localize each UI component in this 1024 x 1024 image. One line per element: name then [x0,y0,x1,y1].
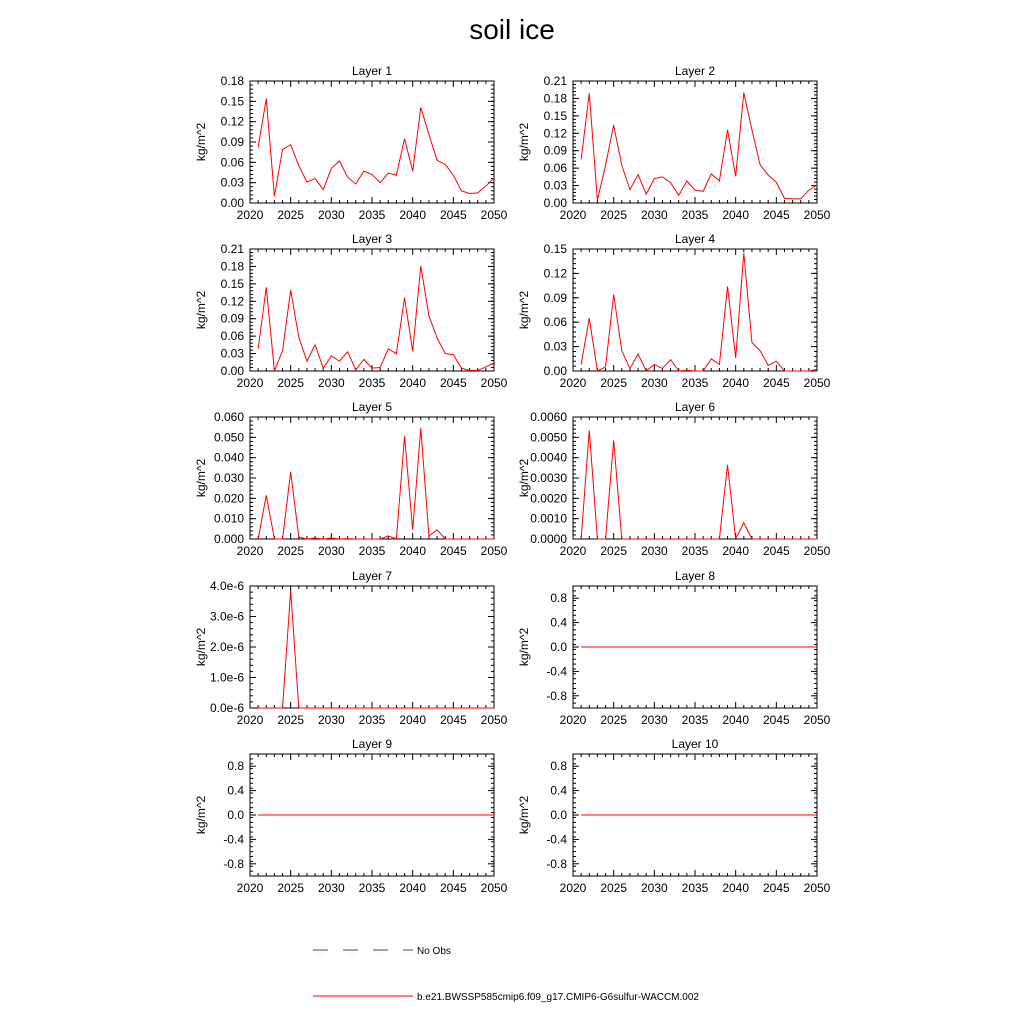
y-tick-label: 0.8 [227,759,244,774]
panel-title: Layer 2 [674,64,716,78]
x-tick-label: 2025 [600,376,628,390]
x-tick-label: 2050 [480,376,508,390]
x-tick-label: 2040 [399,376,427,390]
panel-title: Layer 3 [351,232,393,246]
x-tick-label: 2030 [317,208,345,222]
x-tick-label: 2020 [559,544,587,558]
x-tick-label: 2020 [559,713,587,727]
x-tick-label: 2035 [681,544,709,558]
x-tick-label: 2030 [317,713,345,727]
figure-title: soil ice [469,14,555,45]
y-tick-label: 0.18 [543,91,567,106]
y-axis-label: kg/m^2 [517,122,531,162]
x-tick-label: 2020 [559,208,587,222]
legend [313,946,699,1003]
x-tick-label: 2045 [439,713,467,727]
y-tick-label: 0.8 [550,591,567,606]
panel-layer-7 [194,569,508,727]
y-tick-label: 0.00 [220,196,244,210]
x-tick-label: 2045 [439,544,467,558]
x-tick-label: 2045 [439,376,467,390]
x-tick-label: 2020 [236,881,264,895]
x-tick-label: 2035 [681,376,709,390]
panel-title: Layer 7 [351,569,393,583]
y-tick-label: 0.040 [213,450,244,465]
panel-title: Layer 1 [351,64,393,78]
x-tick-label: 2040 [722,208,750,222]
series-line [258,266,494,371]
x-tick-label: 2025 [600,713,628,727]
x-tick-label: 2050 [803,376,831,390]
y-tick-label: 0.000 [213,532,244,546]
x-tick-label: 2045 [762,208,790,222]
x-tick-label: 2040 [722,544,750,558]
x-tick-label: 2025 [600,881,628,895]
x-tick-label: 2045 [762,713,790,727]
y-tick-label: 1.0e-6 [209,670,244,685]
x-tick-label: 2050 [480,544,508,558]
plot-frame [250,81,494,203]
x-tick-label: 2035 [358,544,386,558]
x-tick-label: 2030 [317,881,345,895]
y-tick-label: 0.0050 [530,430,567,445]
y-tick-label: -0.8 [223,856,244,871]
y-axis-label: kg/m^2 [517,458,531,498]
x-tick-label: 2050 [803,544,831,558]
x-tick-label: 2050 [480,881,508,895]
y-tick-label: 0.030 [213,471,244,485]
y-tick-label: 0.06 [543,161,567,176]
y-axis-label: kg/m^2 [194,122,208,162]
panel-layer-9 [194,737,508,895]
x-tick-label: 2035 [358,376,386,390]
y-tick-label: 0.0 [227,808,244,822]
x-tick-label: 2050 [803,713,831,727]
y-axis-label: kg/m^2 [517,627,531,667]
plot-frame [250,249,494,371]
y-tick-label: 0.0000 [530,532,567,546]
x-tick-label: 2030 [640,376,668,390]
y-tick-label: 0.00 [543,196,567,210]
y-tick-label: 0.12 [220,294,244,309]
panel-layer-4 [517,232,831,390]
x-tick-label: 2040 [722,713,750,727]
y-tick-label: 0.15 [220,94,244,109]
panel-layer-6 [517,400,831,558]
y-tick-label: 0.0040 [530,450,567,465]
x-tick-label: 2025 [277,544,305,558]
y-axis-label: kg/m^2 [194,290,208,330]
y-tick-label: 0.00 [543,364,567,378]
y-axis-label: kg/m^2 [194,795,208,835]
y-tick-label: 0.03 [220,175,244,190]
y-tick-label: 0.21 [220,242,244,256]
series-line [258,591,494,708]
series-line [258,99,494,197]
x-tick-label: 2035 [358,208,386,222]
panel-title: Layer 4 [674,232,716,246]
x-tick-label: 2045 [762,544,790,558]
x-tick-label: 2050 [480,713,508,727]
series-line [581,430,817,539]
legend-label-model: b.e21.BWSSP585cmip6.f09_g17.CMIP6-G6sulfur-WACCM.002 [417,992,699,1003]
y-axis-label: kg/m^2 [194,458,208,498]
x-tick-label: 2025 [600,208,628,222]
panel-title: Layer 10 [671,737,719,751]
panel-title: Layer 5 [351,400,393,414]
series-line [581,93,817,200]
x-tick-label: 2030 [640,544,668,558]
series-line [581,253,817,371]
y-tick-label: 4.0e-6 [209,579,244,593]
panel-title: Layer 8 [674,569,716,583]
x-tick-label: 2040 [399,208,427,222]
x-tick-label: 2045 [439,208,467,222]
y-tick-label: 0.0030 [530,471,567,485]
x-tick-label: 2020 [559,881,587,895]
x-tick-label: 2025 [277,713,305,727]
y-tick-label: 0.020 [213,491,244,506]
y-tick-label: -0.4 [546,832,567,847]
y-tick-label: 0.12 [543,266,567,281]
plot-frame [573,249,817,371]
y-axis-label: kg/m^2 [517,795,531,835]
x-tick-label: 2035 [358,713,386,727]
y-axis-label: kg/m^2 [194,627,208,667]
y-tick-label: 0.06 [220,155,244,170]
y-tick-label: 0.15 [543,108,567,123]
y-tick-label: 0.4 [550,615,567,630]
y-tick-label: 0.18 [220,259,244,274]
x-tick-label: 2025 [277,376,305,390]
y-tick-label: 3.0e-6 [209,609,244,624]
panel-layer-3 [194,232,508,390]
y-tick-label: 0.0020 [530,491,567,506]
x-tick-label: 2045 [439,881,467,895]
y-tick-label: 0.09 [220,311,244,326]
x-tick-label: 2030 [317,544,345,558]
series-line [258,428,494,539]
x-tick-label: 2030 [640,208,668,222]
y-tick-label: 0.09 [543,143,567,158]
x-tick-label: 2050 [803,881,831,895]
y-tick-label: 0.15 [220,276,244,291]
y-tick-label: 0.8 [550,759,567,774]
y-tick-label: 0.0010 [530,511,567,526]
y-tick-label: 2.0e-6 [209,640,244,654]
x-tick-label: 2045 [762,376,790,390]
y-tick-label: 0.09 [543,290,567,305]
y-tick-label: 0.03 [543,339,567,354]
x-tick-label: 2020 [559,376,587,390]
y-tick-label: 0.06 [220,329,244,344]
y-tick-label: 0.18 [220,74,244,88]
x-tick-label: 2030 [640,881,668,895]
y-tick-label: 0.21 [543,74,567,88]
y-tick-label: 0.4 [550,783,567,798]
x-tick-label: 2050 [480,208,508,222]
x-tick-label: 2050 [803,208,831,222]
panel-title: Layer 6 [674,400,716,414]
x-tick-label: 2020 [236,544,264,558]
y-tick-label: 0.4 [227,783,244,798]
y-tick-label: 0.03 [543,178,567,193]
y-tick-label: 0.15 [543,242,567,256]
x-tick-label: 2020 [236,208,264,222]
y-tick-label: 0.00 [220,364,244,378]
x-tick-label: 2035 [681,208,709,222]
y-tick-label: 0.010 [213,511,244,526]
y-tick-label: 0.12 [220,114,244,129]
y-tick-label: 0.0e-6 [209,701,244,715]
x-tick-label: 2020 [236,713,264,727]
y-tick-label: 0.0 [550,808,567,822]
y-tick-label: 0.09 [220,135,244,149]
panel-layer-5 [194,400,508,558]
x-tick-label: 2040 [399,544,427,558]
y-tick-label: -0.4 [223,832,244,847]
y-axis-label: kg/m^2 [517,290,531,330]
y-tick-label: 0.050 [213,430,244,445]
x-tick-label: 2025 [277,881,305,895]
x-tick-label: 2030 [317,376,345,390]
y-tick-label: -0.8 [546,856,567,871]
plot-frame [250,417,494,539]
y-tick-label: 0.0 [550,640,567,654]
panel-layer-10 [517,737,831,895]
panel-layer-1 [194,64,508,222]
x-tick-label: 2040 [722,376,750,390]
legend-label-no-obs: No Obs [417,946,451,957]
x-tick-label: 2040 [399,881,427,895]
y-tick-label: 0.12 [543,126,567,141]
x-tick-label: 2025 [600,544,628,558]
y-tick-label: -0.8 [546,688,567,703]
y-tick-label: 0.06 [543,315,567,330]
panel-layer-8 [517,569,831,727]
panel-layer-2 [517,64,831,222]
x-tick-label: 2020 [236,376,264,390]
x-tick-label: 2035 [681,881,709,895]
x-tick-label: 2035 [681,713,709,727]
plot-frame [573,417,817,539]
y-tick-label: 0.03 [220,346,244,361]
x-tick-label: 2045 [762,881,790,895]
x-tick-label: 2030 [640,713,668,727]
plot-frame [573,81,817,203]
x-tick-label: 2025 [277,208,305,222]
y-tick-label: 0.0060 [530,410,567,424]
x-tick-label: 2035 [358,881,386,895]
y-tick-label: -0.4 [546,664,567,679]
x-tick-label: 2040 [722,881,750,895]
x-tick-label: 2040 [399,713,427,727]
y-tick-label: 0.060 [213,410,244,424]
panel-title: Layer 9 [351,737,393,751]
